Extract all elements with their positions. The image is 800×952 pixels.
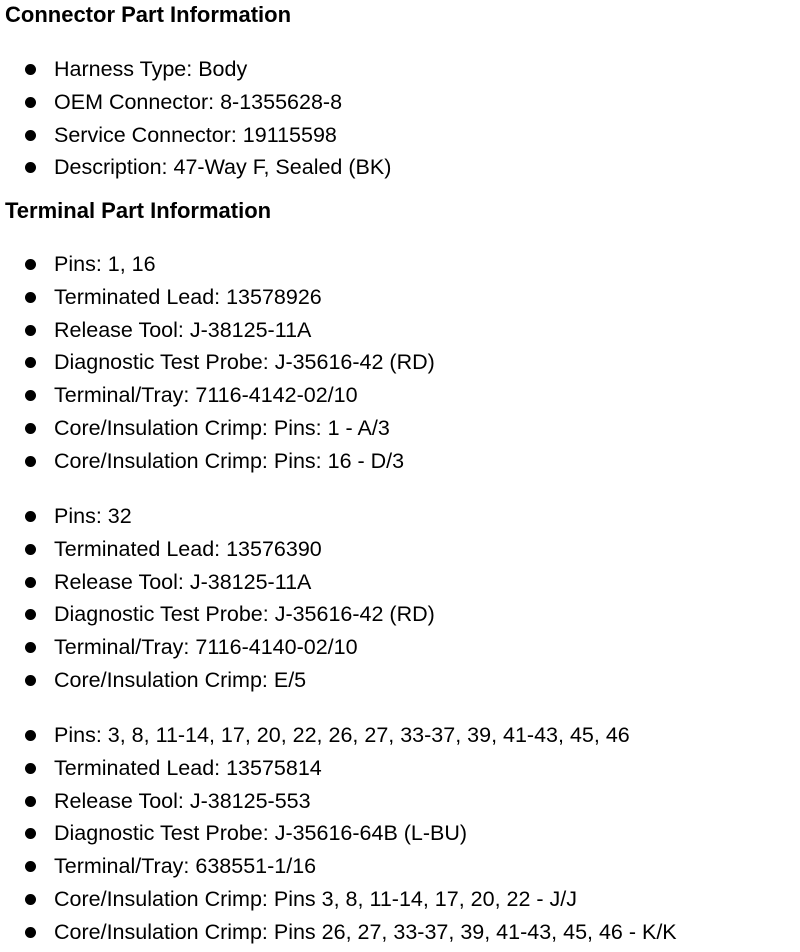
list-item-text: Pins: 32 [54,504,132,528]
list-item-text: Core/Insulation Crimp: Pins 26, 27, 33-37, 39, 41-43, 45, 46 - K/K [54,919,677,944]
bullet-icon [25,763,36,774]
list-item-text: Pins: 3, 8, 11-14, 17, 20, 22, 26, 27, 33-37, 39, 41-43, 45, 46 [54,723,630,747]
list-item-text: Harness Type: Body [54,57,248,81]
bullet-icon [25,894,36,905]
list-item-text: Pins: 1, 16 [54,252,156,276]
bullet-icon [25,609,36,620]
bullet-icon [25,828,36,839]
bullet-icon [25,259,36,270]
list-item-text: Diagnostic Test Probe: J-35616-42 (RD) [54,350,435,375]
bullet-icon [25,423,36,434]
list-item-text: Core/Insulation Crimp: Pins: 1 - A/3 [54,415,390,440]
bullet-icon [25,64,36,75]
bullet-icon [25,456,36,467]
bullet-icon [25,642,36,653]
list-item-text: Diagnostic Test Probe: J-35616-64B (L-BU) [54,821,468,846]
list-item-text: Core/Insulation Crimp: Pins: 16 - D/3 [54,448,405,473]
bullet-icon [25,130,36,141]
list-item-text: Service Connector: 19115598 [54,122,337,147]
bullet-icon [25,730,36,741]
bullet-icon [25,325,36,336]
bullet-icon [25,927,36,938]
bullet-icon [25,162,36,173]
list-item-text: Description: 47-Way F, Sealed (BK) [54,155,392,180]
bullet-icon [25,675,36,686]
connector-part-info-heading: Connector Part Information [5,2,292,27]
bullet-icon [25,511,36,522]
list-item-text: Terminal/Tray: 7116-4142-02/10 [54,383,358,408]
list-item-text: Terminal/Tray: 7116-4140-02/10 [54,635,358,660]
list-item-text: Terminated Lead: 13578926 [54,284,322,309]
list-item-text: Terminated Lead: 13576390 [54,536,322,561]
bullet-icon [25,861,36,872]
list-item-text: OEM Connector: 8-1355628-8 [54,89,343,114]
bullet-icon [25,796,36,807]
bullet-icon [25,390,36,401]
bullet-icon [25,97,36,108]
list-item-text: Release Tool: J-38125-11A [54,569,312,594]
list-item-text: Core/Insulation Crimp: E/5 [54,667,307,692]
list-item-text: Release Tool: J-38125-11A [54,317,312,342]
bullet-icon [25,357,36,368]
list-item-text: Core/Insulation Crimp: Pins 3, 8, 11-14, 17, 20, 22 - J/J [54,886,578,911]
list-item-text: Release Tool: J-38125-553 [54,788,311,813]
terminal-part-info-heading: Terminal Part Information [5,198,272,223]
bullet-icon [25,544,36,555]
list-item-text: Terminated Lead: 13575814 [54,755,322,780]
bullet-icon [25,577,36,588]
bullet-icon [25,292,36,303]
list-item-text: Diagnostic Test Probe: J-35616-42 (RD) [54,602,435,627]
list-item-text: Terminal/Tray: 638551-1/16 [54,854,317,879]
